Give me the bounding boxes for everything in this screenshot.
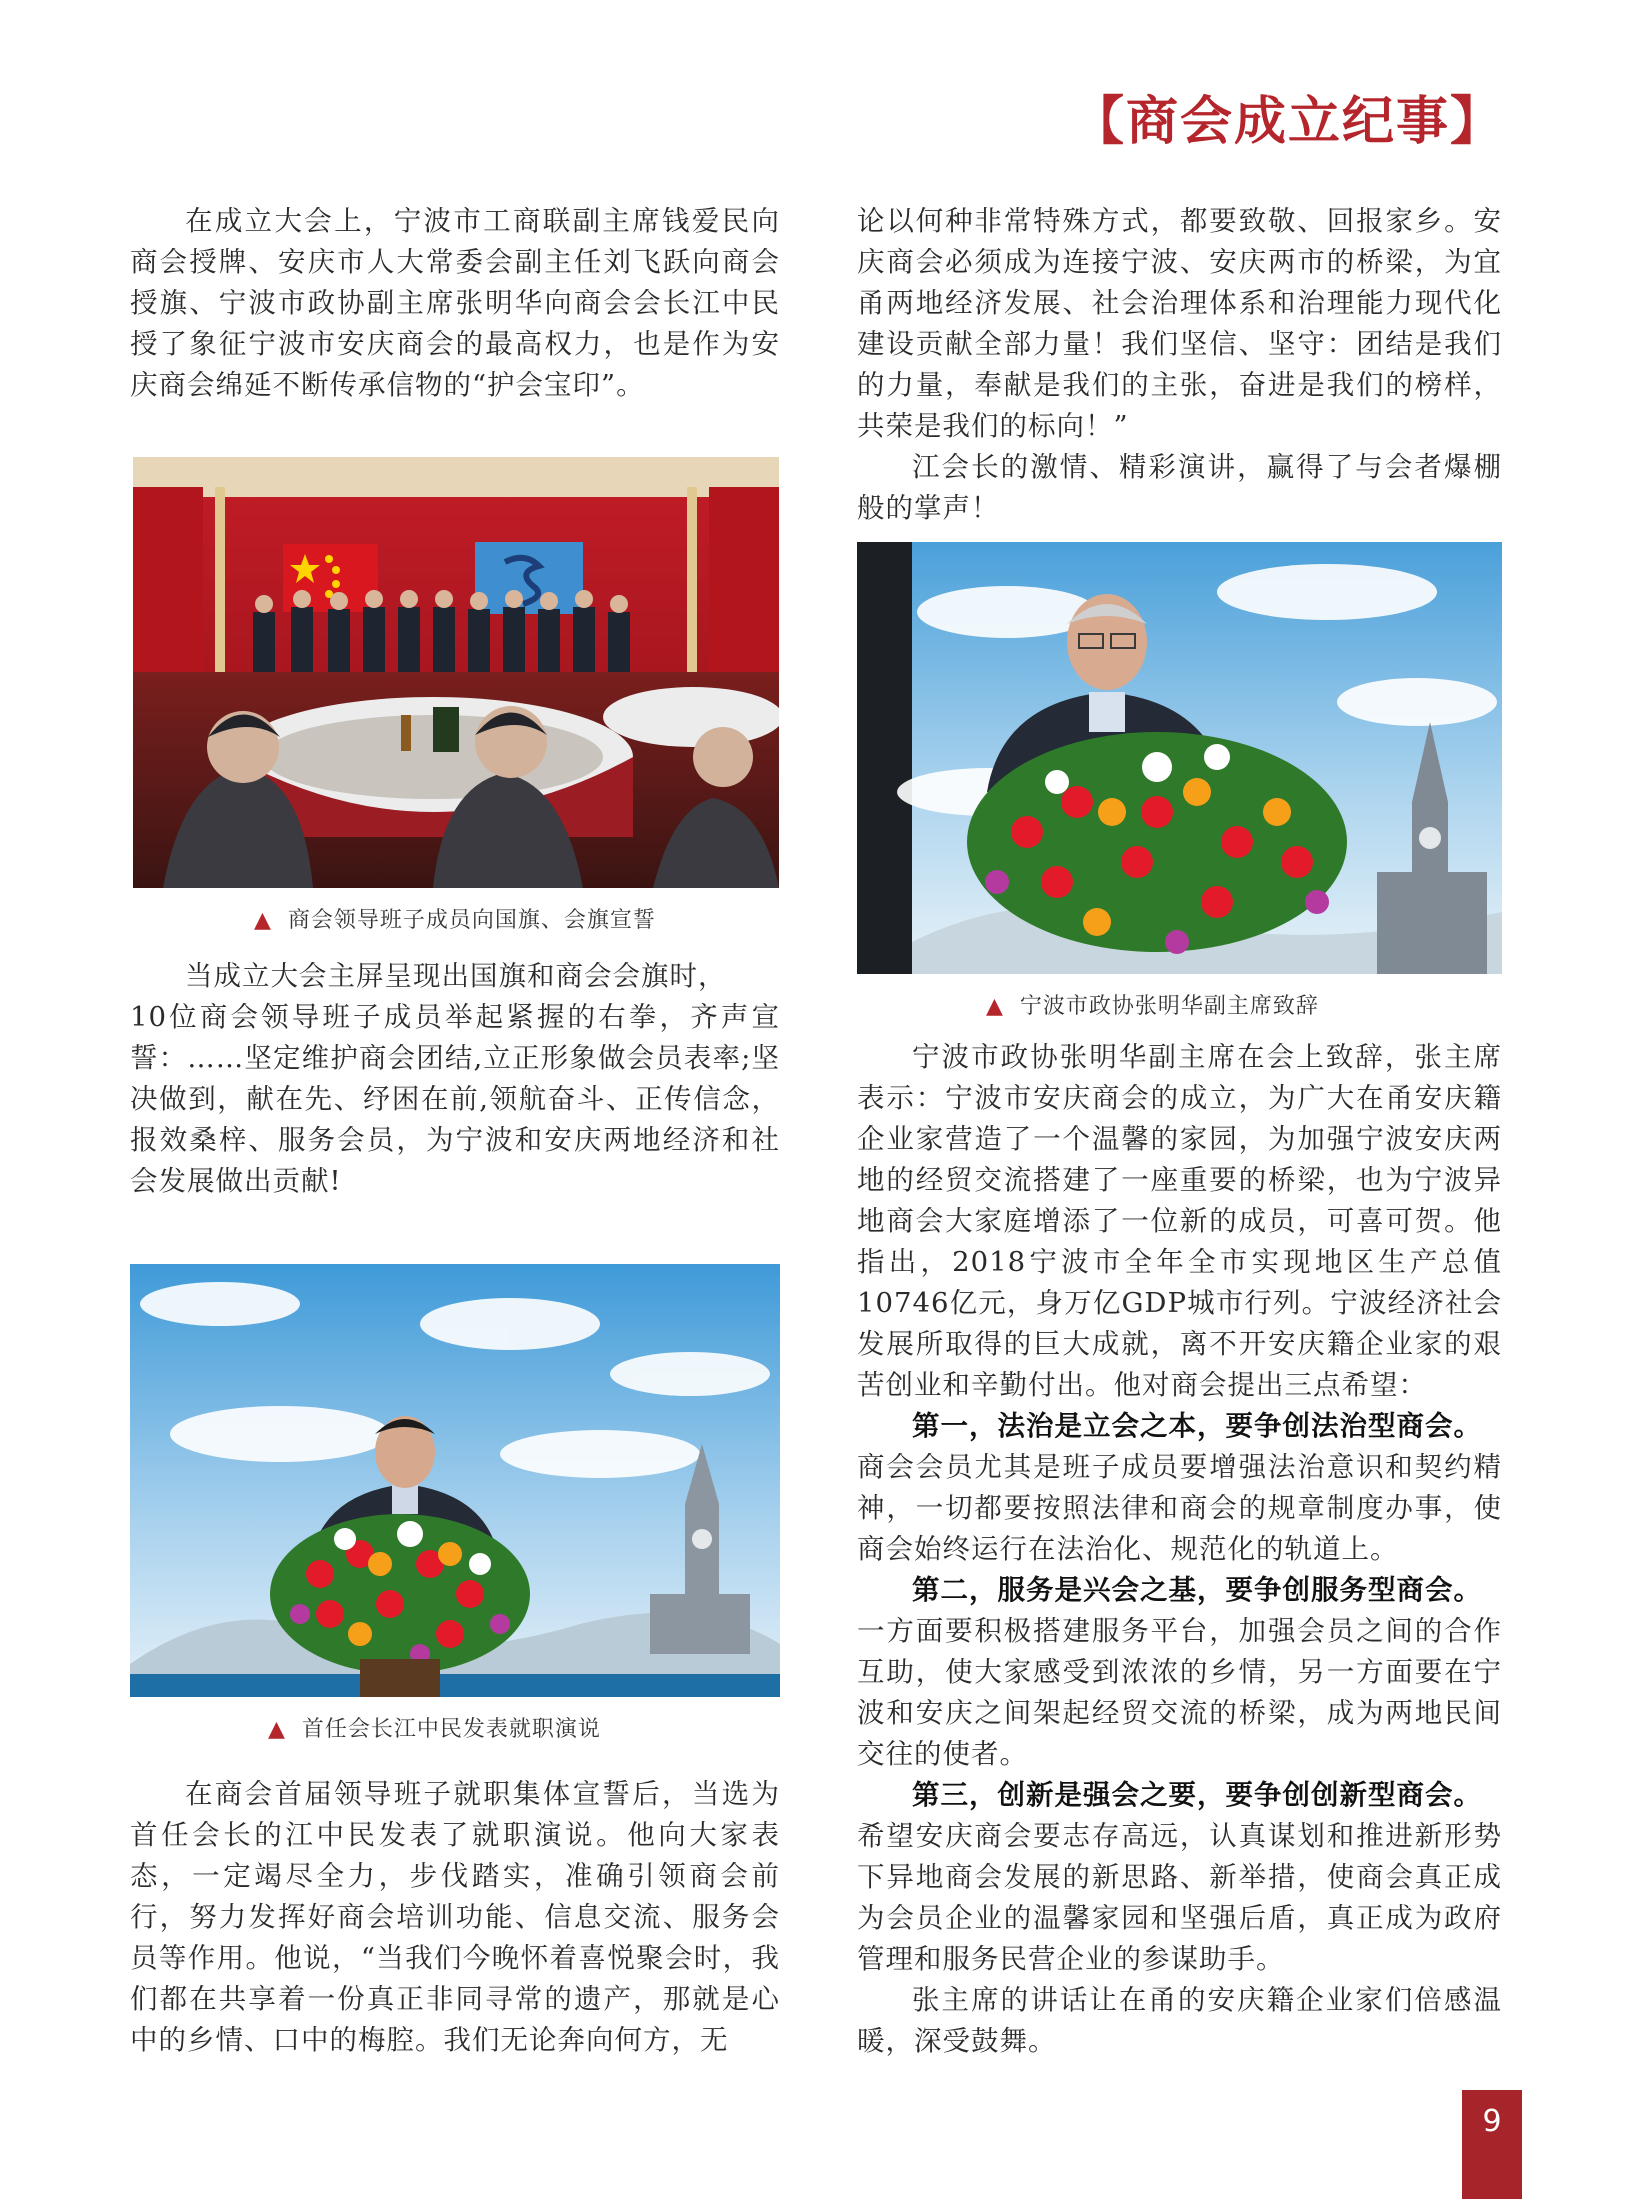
point-2-body: 一方面要积极搭建服务平台，加强会员之间的合作互助，使大家感受到浓浓的乡情，另一方面要在宁波和安庆之间架起经贸交流的桥梁，成为两地民间交往的使者。 (857, 1615, 1502, 1770)
photo-1-caption-text: 商会领导班子成员向国旗、会旗宣誓 (287, 908, 656, 933)
left-paragraph-1-block (130, 201, 780, 406)
left-paragraph-2-block (130, 956, 780, 1202)
point-1-title: 第一，法治是立会之本，要争创法治型商会。 (912, 1410, 1482, 1442)
point-3-body: 希望安庆商会要志存高远，认真谋划和推进新形势下异地商会发展的新思路、新举措，使商会真正成为会员企业的温馨家园和坚强后盾，真正成为政府管理和服务民营企业的参谋助手。 (857, 1820, 1502, 1975)
right-paragraph-1: 论以何种非常特殊方式，都要致敬、回报家乡。安庆商会必须成为连接宁波、安庆两市的桥梁，为宜甬两地经济发展、社会治理体系和治理能力现代化建设贡献全部力量！我们坚信、坚守：团结是我们的力量，奉献是我们的主张，奋进是我们的榜样，共荣是我们的标向！” (857, 205, 1502, 442)
photo-2-caption-text: 首任会长江中民发表就职演说 (301, 1717, 601, 1742)
right-paragraph-3: 宁波市政协张明华副主席在会上致辞，张主席表示：宁波市安庆商会的成立，为广大在甬安庆籍企业家营造了一个温馨的家园，为加强宁波安庆两地的经贸交流搭建了一座重要的桥梁，也为宁波异地商会大家庭增添了一位新的成员，可喜可贺。他指出，2018宁波市全年全市实现地区生产总值10746亿元，身万亿GDP城市行列。宁波经济社会发展所取得的巨大成就，离不开安庆籍企业家的艰苦创业和辛勤付出。他对商会提出三点希望： (857, 1041, 1502, 1401)
photo-3-caption-text: 宁波市政协张明华副主席致辞 (1019, 994, 1319, 1019)
triangle-marker-icon: ▲ (268, 1717, 286, 1742)
right-paragraph-1-block (857, 201, 1502, 529)
left-paragraph-2: 10位商会领导班子成员举起紧握的右拳，齐声宣誓：……坚定维护商会团结,立正形象做会员表率;坚决做到，献在先、纾困在前,领航奋斗、正传信念，报效桑梓、服务会员，为宁波和安庆两地经济和社会发展做出贡献! (130, 1001, 780, 1197)
triangle-marker-icon: ▲ (986, 994, 1004, 1019)
point-1-body: 商会会员尤其是班子成员要增强法治意识和契约精神，一切都要按照法律和商会的规章制度办事，使商会始终运行在法治化、规范化的轨道上。 (857, 1451, 1502, 1565)
president-speech-photo (130, 1264, 780, 1697)
left-paragraph-2-line1: 当成立大会主屏呈现出国旗和商会会旗时， (185, 960, 727, 992)
point-3-title: 第三，创新是强会之要，要争创创新型商会。 (912, 1779, 1482, 1811)
page-number: 9 (1462, 2090, 1522, 2199)
section-title: 【商会成立纪事】 (1071, 92, 1504, 152)
left-paragraph-3: 在商会首届领导班子就职集体宣誓后，当选为首任会长的江中民发表了就职演说。他向大家表态，一定竭尽全力，步伐踏实，准确引领商会前行，努力发挥好商会培训功能、信息交流、服务会员等作用。他说，“当我们今晚怀着喜悦聚会时，我们都在共享着一份真正非同寻常的遗产，那就是心中的乡情、口中的梅腔。我们无论奔向何方，无 (130, 1778, 780, 2056)
right-paragraph-3-block (857, 1037, 1502, 2062)
left-paragraph-3-block (130, 1774, 780, 2061)
right-paragraph-2: 江会长的激情、精彩演讲，赢得了与会者爆棚般的掌声！ (857, 451, 1502, 524)
oath-ceremony-photo (133, 457, 779, 888)
photo-3-caption (986, 992, 1319, 1022)
photo-2-caption (268, 1715, 601, 1745)
right-paragraph-4: 张主席的讲话让在甬的安庆籍企业家们倍感温暖，深受鼓舞。 (857, 1984, 1502, 2057)
photo-1-caption (254, 906, 656, 936)
left-paragraph-1: 在成立大会上，宁波市工商联副主席钱爱民向商会授牌、安庆市人大常委会副主任刘飞跃向商会授旗、宁波市政协副主席张明华向商会会长江中民授了象征宁波市安庆商会的最高权力，也是作为安庆商会绵延不断传承信物的“护会宝印”。 (130, 205, 780, 401)
triangle-marker-icon: ▲ (254, 908, 272, 933)
point-2-title: 第二，服务是兴会之基，要争创服务型商会。 (912, 1574, 1482, 1606)
vice-chairman-speech-photo (857, 542, 1502, 974)
